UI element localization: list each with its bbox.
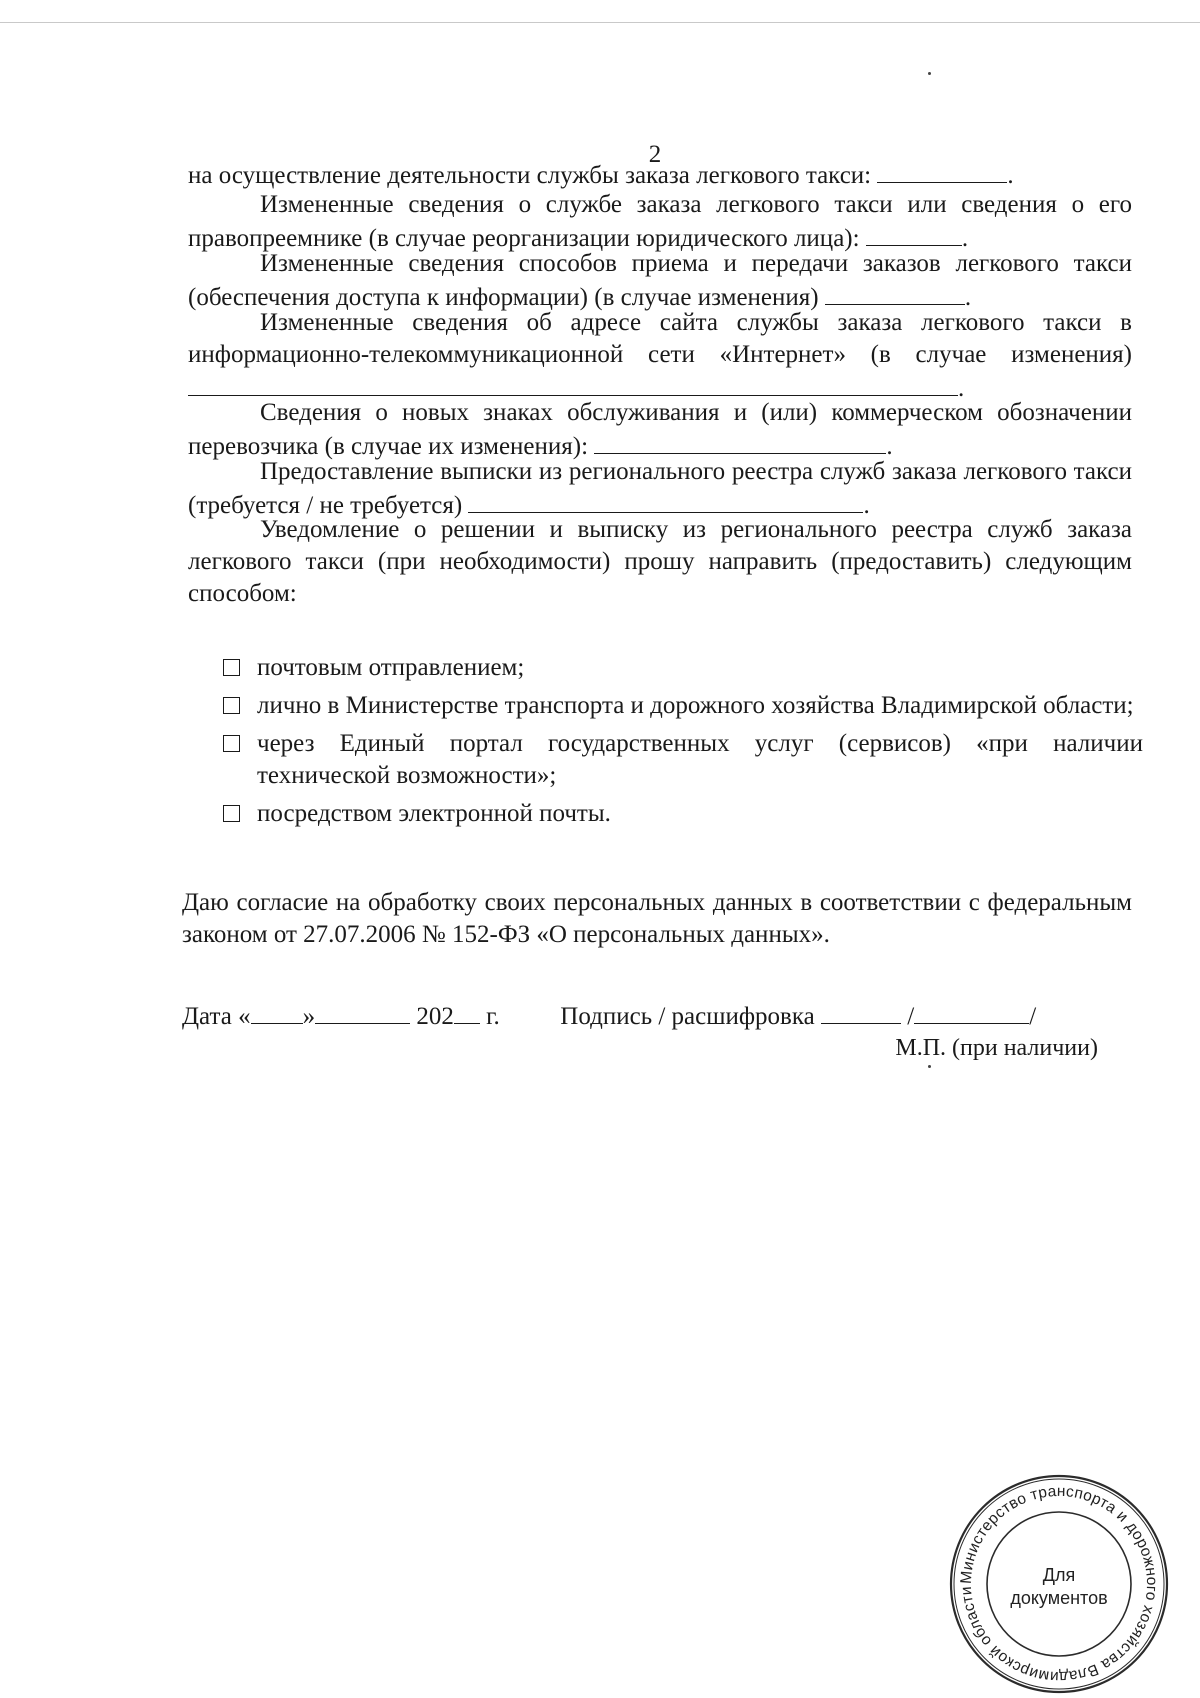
delivery-option [223,728,1143,792]
period: . [961,225,969,252]
signature-blank[interactable] [821,999,901,1024]
activity-paragraph [188,158,1132,192]
notification-text: Уведомление о решении и выписку из регионального реестра служб заказа легкового такси (при необходимости) прошу направить (предоставить) следующим способом: [188,516,1132,607]
activity-blank[interactable] [877,158,1007,183]
period: . [863,492,870,519]
stamp-center-line: документов [1010,1588,1108,1608]
signature-label: Подпись / расшифровка [560,1003,815,1030]
order-methods-text: Измененные сведения способов приема и передачи заказов легкового такси (обеспечения доступа к информации) (в случае изменения) [188,250,1132,311]
period: . [958,375,965,402]
option-label: через Единый портал государственных услуг (сервисов) «при наличии технической возможности»; [257,730,1143,789]
year-suffix: г. [479,1003,500,1030]
official-stamp [945,1470,1173,1698]
delivery-option [223,690,1143,722]
consent-paragraph: Даю согласие на обработку своих персональных данных в соответствии с федеральным законом от 27.07.2006 № 152-ФЗ «О персональных данных». [182,889,1132,948]
period: . [886,433,893,460]
scan-speck [928,72,931,75]
date-label: Дата « [182,1003,251,1030]
scan-edge-line [0,22,1200,23]
slash: / [1029,1003,1037,1030]
date-day-blank[interactable] [251,999,303,1024]
stamp-center-text [945,1564,1173,1610]
stamp-place-note: М.П. (при наличии) [895,1035,1098,1061]
order-methods-blank[interactable] [825,280,965,305]
option-label: почтовым отправлением; [257,654,525,681]
service-marks-blank[interactable] [594,429,886,454]
slash: / [907,1003,915,1030]
notification-paragraph [188,514,1132,610]
scan-speck [928,1065,931,1068]
checkbox[interactable] [223,805,240,822]
option-label: посредством электронной почты. [257,800,611,827]
name-decoding-blank[interactable] [914,999,1029,1024]
order-methods-paragraph [188,248,1132,314]
page-number: 2 [648,141,662,168]
extract-paragraph [188,456,1132,522]
changed-service-text: Измененные сведения о службе заказа легкового такси или сведения о его правопреемнике (в случае реорганизации юридического лица): [188,191,1132,252]
svg-text:Министерство транспорта и доро: Министерство транспорта и дорожного хозяйства Владимирской области [957,1482,1161,1686]
changed-service-paragraph [188,189,1132,255]
date-month-blank[interactable] [315,999,410,1024]
year-prefix: 202 [416,1003,454,1030]
checkbox[interactable] [223,659,240,676]
extract-text: Предоставление выписки из регионального реестра служб заказа легкового такси (требуется / не требуется) [188,458,1132,519]
website-text: Измененные сведения об адресе сайта службы заказа легкового такси в информационно-телекоммуникационной сети «Интернет» (в случае изменения) [188,309,1132,368]
delivery-option [223,652,1143,684]
delivery-options-list [223,652,1143,836]
date-close-quote: » [302,1003,316,1030]
checkbox[interactable] [223,735,240,752]
extract-blank[interactable] [468,488,863,513]
period: . [964,284,972,311]
signature-row [182,999,1132,1033]
website-paragraph [188,307,1132,405]
service-marks-paragraph [188,397,1132,463]
option-label: лично в Министерстве транспорта и дорожного хозяйства Владимирской области; [257,692,1134,719]
service-marks-text: Сведения о новых знаках обслуживания и (или) коммерческом обозначении перевозчика (в случае их изменения): [188,399,1132,460]
website-blank[interactable] [188,371,958,396]
delivery-option [223,798,1143,830]
changed-service-blank[interactable] [866,221,962,246]
activity-text: на осуществление деятельности службы заказа легкового такси: [188,162,872,189]
stamp-center-line: Для [1042,1565,1076,1585]
date-year-blank[interactable] [454,999,480,1024]
checkbox[interactable] [223,697,240,714]
period: . [1007,162,1014,189]
